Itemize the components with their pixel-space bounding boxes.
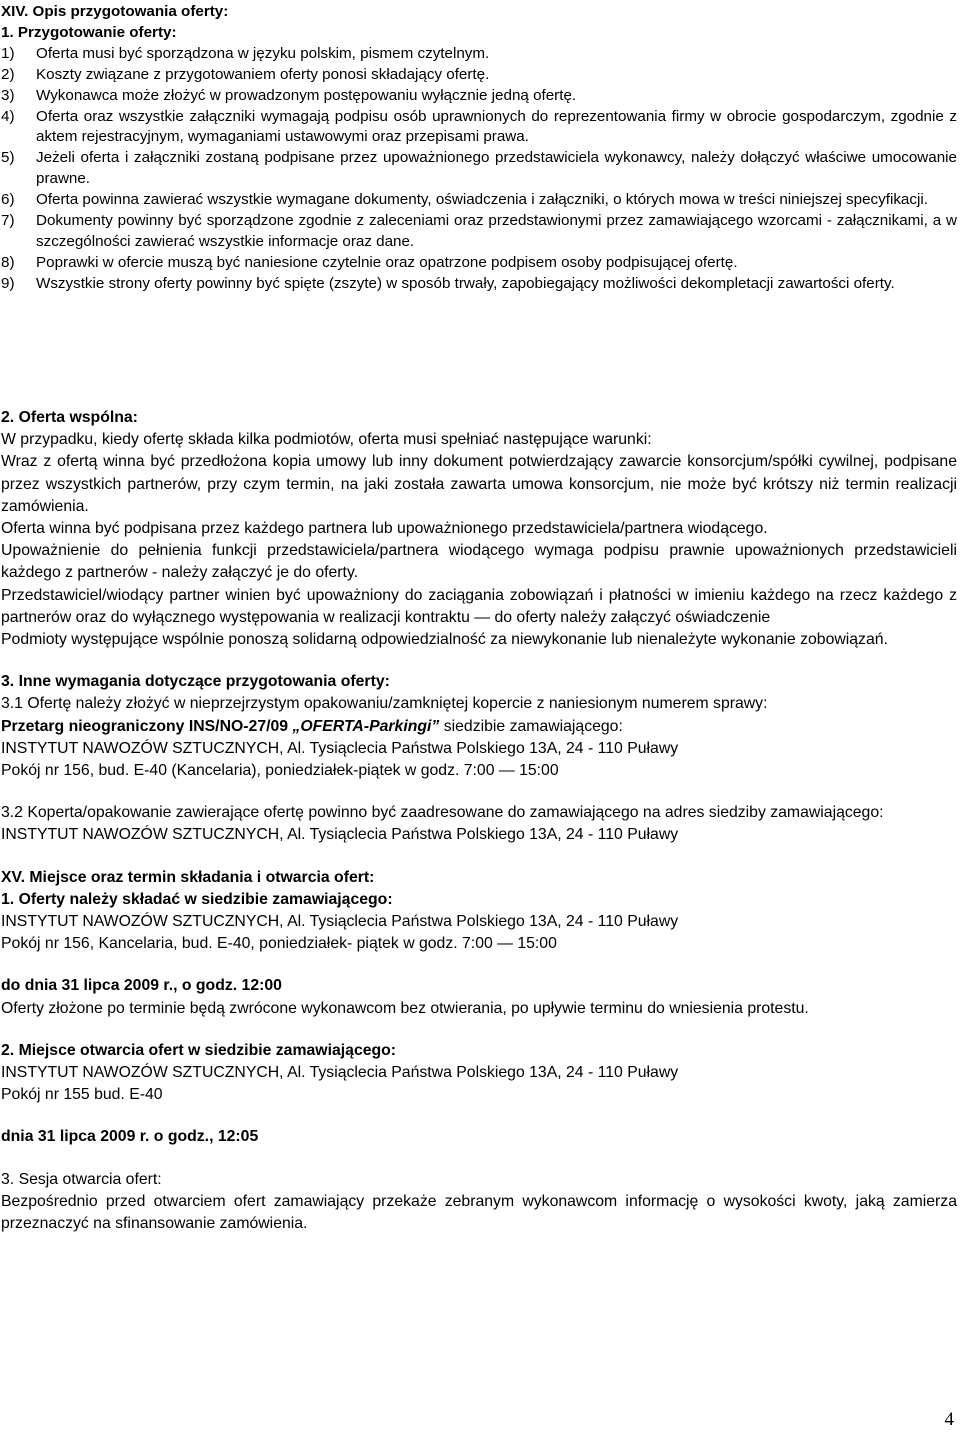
address: INSTYTUT NAWOZÓW SZTUCZNYCH, Al. Tysiąclecia Państwa Polskiego 13A, 24 - 110 Puławy [1,1064,679,1082]
subsection-1-title: 1. Oferty należy składać w siedzibie zamawiającego: [1,890,393,908]
list-item-text: Oferta powinna zawierać wszystkie wymagane dokumenty, oświadczenia i załączniki, o których mowa w treści niniejszej specyfikacji. [36,191,928,209]
spacer [1,1149,957,1169]
list-item-number: 4) [1,107,15,125]
subsection-2-title: 2. Oferta wspólna: [1,409,138,426]
list-item [1,107,957,149]
list-item-text: Dokumenty powinny być sporządzone zgodnie z zaleceniami oraz przedstawionymi przez zamawiającego wzorcami - załącznikami, a w szczególności zawierać wszystkie informacje oraz dane. [36,212,957,250]
paragraph: Bezpośrednio przed otwarciem ofert zamawiający przekaże zebranym wykonawcom informację o wysokości kwoty, jaką zamierza przeznaczyć na sfinansowanie zamówienia. [1,1192,957,1233]
list-item-text: Wszystkie strony oferty powinny być spięte (zszyte) w sposób trwały, zapobiegający możliwości dekompletacji zawartości oferty. [36,274,895,292]
address: INSTYTUT NAWOZÓW SZTUCZNYCH, Al. Tysiąclecia Państwa Polskiego 13A, 24 - 110 Puławy [1,739,679,757]
section-xv-title: XV. Miejsce oraz termin składania i otwarcia ofert: [1,868,375,886]
paragraph: Upoważnienie do pełnienia funkcji przedstawiciela/partnera wiodącego wymaga podpisu prawnie upoważnionych przedstawicieli każdego z partnerów - należy załączyć je do oferty. [1,542,957,582]
spacer [1,955,957,975]
list-item-text: Koszty związane z przygotowaniem oferty ponosi składający ofertę. [36,65,490,83]
room-hours: Pokój nr 156, bud. E-40 (Kancelaria), poniedziałek-piątek w godz. 7:00 — 15:00 [1,762,559,780]
list-item-number: 9) [1,274,15,292]
paragraph: Przedstawiciel/wiodący partner winien być upoważniony do zaciągania zobowiązań i płatności w imieniu każdego na rzecz każdego z partnerów oraz do wyłącznego występowania w realizacji kontraktu — do oferty należy załączyć oświadczenie [1,586,957,626]
paragraph: Wraz z ofertą winna być przedłożona kopia umowy lub inny dokument potwierdzający zawarcie konsorcjum/spółki cywilnej, podpisane przez wszystkich partnerów, przy czym termin, na jaki została zawarta umowa konsorcjum, nie może być krótszy niż termin realizacji zamówienia. [1,453,957,515]
subsection-3-title: 3. Sesja otwarcia ofert: [1,1170,162,1188]
subsection-2-title: 2. Miejsce otwarcia ofert w siedzibie zamawiającego: [1,1041,397,1059]
list-item [1,253,957,274]
spacer [1,651,957,671]
spacer [1,847,957,867]
list-item [1,65,957,86]
paragraph: Oferty złożone po terminie będą zwrócone wykonawcom bez otwierania, po upływie terminu do wniesienia protestu. [1,999,809,1017]
address: INSTYTUT NAWOZÓW SZTUCZNYCH, Al. Tysiąclecia Państwa Polskiego 13A, 24 - 110 Puławy [1,913,679,931]
page-number: 4 [944,1409,954,1430]
paragraph: Oferta winna być podpisana przez każdego partnera lub upoważnionego przedstawiciela/partnera wiodącego. [1,520,768,538]
spacer [1,1020,957,1040]
opening-date: dnia 31 lipca 2009 r. o godz., 12:05 [1,1128,259,1146]
list-item-text: Jeżeli oferta i załączniki zostaną podpisane przez upoważnionego przedstawiciela wykonawcy, należy dołączyć właściwe umocowanie prawne. [36,149,957,188]
list-item-number: 1) [1,44,15,62]
tender-line [1,716,957,738]
section-xiv [1,2,957,295]
deadline: do dnia 31 lipca 2009 r., o godz. 12:00 [1,977,282,995]
list-item-text: Oferta musi być sporządzona w języku polskim, pismem czytelnym. [36,44,490,62]
room-hours: Pokój nr 156, Kancelaria, bud. E-40, poniedziałek- piątek w godz. 7:00 — 15:00 [1,935,557,953]
subsection-1-title: 1. Przygotowanie oferty: [1,23,177,41]
list-item [1,44,957,65]
tender-number: Przetarg nieograniczony INS/NO-27/09 [1,717,289,735]
spacer [1,1106,957,1126]
list-item-number: 8) [1,253,15,271]
list-item-number: 7) [1,212,15,230]
paragraph: 3.1 Ofertę należy złożyć w nieprzejrzystym opakowaniu/zamkniętej kopercie z naniesionym numerem sprawy: [1,695,768,713]
section-xiv-title: XIV. Opis przygotowania oferty: [1,3,229,20]
list-item [1,190,957,211]
tender-name: „OFERTA-Parkingi” [292,717,440,735]
subsection-3-title: 3. Inne wymagania dotyczące przygotowania oferty: [1,673,390,691]
sections-continued [1,407,957,1235]
list-item-number: 6) [1,191,15,209]
address: INSTYTUT NAWOZÓW SZTUCZNYCH, Al. Tysiąclecia Państwa Polskiego 13A, 24 - 110 Puławy [1,826,679,844]
room: Pokój nr 155 bud. E-40 [1,1086,163,1104]
paragraph: W przypadku, kiedy ofertę składa kilka podmiotów, oferta musi spełniać następujące warunki: [1,431,652,449]
list-item-number: 3) [1,86,15,104]
list-item [1,274,957,295]
list-item [1,148,957,190]
tender-suffix: siedzibie zamawiającego: [439,717,623,735]
list-item-text: Oferta oraz wszystkie załączniki wymagają podpisu osób uprawnionych do reprezentowania firmy w obrocie gospodarczym, zgodnie z aktem rejestracyjnym, wymaganiami ustawowymi oraz przepisami prawa. [36,107,957,146]
list-item-text: Wykonawca może złożyć w prowadzonym postępowaniu wyłącznie jedną ofertę. [36,86,577,104]
paragraph: 3.2 Koperta/opakowanie zawierające ofertę powinno być zaadresowane do zamawiającego na adres siedziby zamawiającego: [1,804,884,822]
list-item-number: 5) [1,149,15,167]
list-item [1,211,957,253]
list-item [1,86,957,107]
paragraph: Podmioty występujące wspólnie ponoszą solidarną odpowiedzialność za niewykonanie lub nienależyte wykonanie zobowiązań. [1,631,888,649]
list-item-text: Poprawki w ofercie muszą być naniesione czytelnie oraz opatrzone podpisem osoby podpisującej ofertę. [36,253,738,271]
list-item-number: 2) [1,65,15,83]
spacer [1,782,957,802]
